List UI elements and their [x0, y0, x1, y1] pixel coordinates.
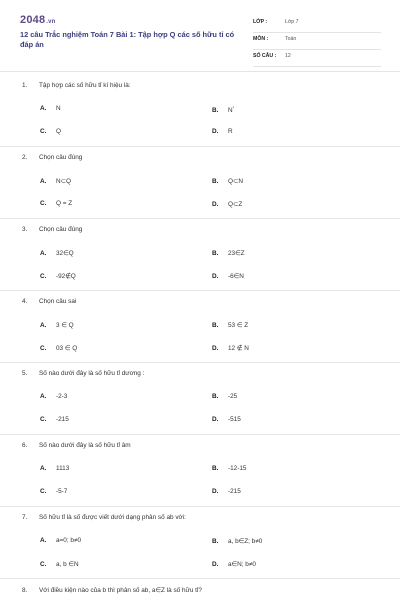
question-number: 2. [22, 154, 28, 161]
option-key: A. [40, 105, 47, 112]
question-2 [0, 144, 400, 219]
answer-option[interactable] [212, 249, 245, 257]
question-text [22, 514, 186, 521]
option-text: N [56, 105, 61, 112]
meta-value: Lớp 7 [285, 19, 299, 25]
answer-option[interactable] [40, 321, 74, 329]
option-key: B. [212, 538, 219, 545]
option-key: B. [212, 250, 219, 257]
page-title: 12 câu Trắc nghiệm Toán 7 Bài 1: Tập hợp Q các số hữu tỉ có đáp án [20, 30, 235, 49]
question-7 [0, 504, 400, 579]
option-text: Q⊂N [228, 178, 243, 185]
logo-name: 2048 [20, 14, 46, 26]
answer-option[interactable] [212, 344, 249, 352]
option-key: A. [40, 250, 47, 257]
question-3 [0, 216, 400, 291]
answer-option[interactable] [212, 488, 241, 495]
option-text: -515 [228, 416, 241, 423]
option-key: A. [40, 178, 47, 185]
question-text [22, 226, 82, 233]
answer-option[interactable] [212, 200, 242, 208]
question-prompt: Chọn câu đúng [39, 154, 83, 161]
option-text: -92∉Q [56, 273, 76, 280]
question-number: 4. [22, 298, 28, 305]
answer-option[interactable] [212, 537, 262, 545]
meta-label: MÔN : [253, 36, 269, 42]
question-text [22, 82, 131, 89]
option-text: -25 [228, 393, 238, 400]
answer-option[interactable] [212, 105, 234, 114]
question-4 [0, 288, 400, 363]
answer-option[interactable] [212, 272, 244, 280]
question-text [22, 154, 82, 161]
question-1 [0, 72, 400, 147]
meta-row-class [253, 16, 381, 33]
option-key: A. [40, 393, 47, 400]
answer-option[interactable] [40, 416, 69, 423]
answer-option[interactable] [212, 393, 237, 400]
question-prompt: Chọn câu sai [39, 298, 77, 305]
option-key: C. [40, 345, 47, 352]
option-text: 23∈Z [228, 250, 245, 257]
question-8 [0, 576, 400, 600]
option-key: B. [212, 178, 219, 185]
option-key: D. [212, 488, 219, 495]
question-number: 1. [22, 82, 28, 89]
answer-option[interactable] [40, 249, 74, 257]
option-text: Q = Z [56, 200, 73, 207]
meta-value: Toán [285, 36, 297, 42]
meta-value: 12 [285, 53, 291, 59]
meta-row-subject [253, 33, 381, 50]
header [0, 0, 400, 72]
option-text: 32∈Q [56, 250, 74, 257]
question-number: 8. [22, 587, 28, 594]
question-prompt: Số nào dưới đây là số hữu tỉ âm [39, 442, 131, 449]
answer-option[interactable] [40, 128, 61, 135]
option-text: -12-15 [228, 465, 247, 472]
logo-tld: .vn [46, 19, 56, 25]
option-text: -215 [56, 416, 69, 423]
answer-option[interactable] [40, 537, 81, 544]
option-key: C. [40, 200, 47, 207]
option-key: A. [40, 322, 47, 329]
answer-option[interactable] [40, 465, 69, 472]
question-prompt: Chọn câu đúng [39, 226, 83, 233]
option-key: C. [40, 128, 47, 135]
option-text: -5-7 [56, 488, 68, 495]
option-key: A. [40, 537, 47, 544]
option-key: D. [212, 561, 219, 568]
option-text: R [228, 128, 233, 135]
question-prompt: Số nào dưới đây là số hữu tỉ dương : [39, 370, 145, 377]
option-key: D. [212, 128, 219, 135]
logo[interactable] [20, 14, 56, 26]
option-key: C. [40, 273, 47, 280]
option-key: D. [212, 273, 219, 280]
question-text [22, 298, 76, 305]
option-text: a, b∈Z; b≠0 [228, 538, 263, 545]
option-text: N⊂Q [56, 178, 71, 185]
answer-option[interactable] [212, 465, 246, 472]
answer-option[interactable] [40, 272, 76, 280]
question-number: 7. [22, 514, 28, 521]
question-text [22, 442, 131, 449]
answer-option[interactable] [212, 128, 233, 135]
option-text: Q [56, 128, 61, 135]
option-text: Q⊂Z [228, 201, 243, 208]
option-text: -2-3 [56, 393, 68, 400]
answer-option[interactable] [40, 105, 61, 112]
option-superscript: * [232, 105, 235, 110]
option-key: D. [212, 416, 219, 423]
option-text: -215 [228, 488, 241, 495]
option-text: 03 ∈ Q [56, 345, 78, 352]
answer-option[interactable] [40, 177, 71, 185]
option-text: a=0; b≠0 [56, 537, 82, 544]
option-text: -6∈N [228, 273, 244, 280]
answer-option[interactable] [212, 177, 243, 185]
option-text: N [228, 107, 233, 115]
question-6 [0, 432, 400, 507]
option-key: B. [212, 465, 219, 472]
option-key: C. [40, 488, 47, 495]
answer-option[interactable] [40, 560, 79, 568]
question-text [22, 370, 144, 377]
question-number: 6. [22, 442, 28, 449]
meta-row-count [253, 50, 381, 67]
answer-option[interactable] [212, 416, 241, 423]
option-key: B. [212, 107, 219, 115]
answer-option[interactable] [212, 321, 248, 329]
meta-label: SỐ CÂU : [253, 53, 277, 59]
option-key: C. [40, 561, 47, 568]
option-text: a, b ∈N [56, 561, 79, 568]
option-text: 1113 [56, 465, 70, 472]
question-prompt: Với điều kiện nào của b thì phân số ab, a∈Z là số hữu tỉ? [39, 587, 202, 594]
answer-option[interactable] [40, 393, 67, 400]
question-prompt: Tập hợp các số hữu tỉ kí hiệu là: [39, 82, 131, 89]
option-key: B. [212, 322, 219, 329]
option-text: 12 ∉ N [228, 345, 249, 352]
question-prompt: Số hữu tỉ là số được viết dưới dạng phân số ab với: [39, 514, 186, 521]
meta-label: LỚP : [253, 19, 268, 25]
option-text: a∈N; b≠0 [228, 561, 256, 568]
option-key: D. [212, 345, 219, 352]
answer-option[interactable] [40, 344, 77, 352]
option-key: A. [40, 465, 47, 472]
option-key: C. [40, 416, 47, 423]
option-key: D. [212, 201, 219, 208]
answer-option[interactable] [40, 488, 67, 495]
option-text: 53 ∈ Z [228, 322, 249, 329]
question-text [22, 586, 202, 594]
question-5 [0, 360, 400, 435]
answer-option[interactable] [40, 200, 72, 207]
option-text: 3 ∈ Q [56, 322, 74, 329]
question-number: 3. [22, 226, 28, 233]
answer-option[interactable] [212, 560, 256, 568]
question-number: 5. [22, 370, 28, 377]
option-key: B. [212, 393, 219, 400]
meta-info [253, 16, 381, 67]
